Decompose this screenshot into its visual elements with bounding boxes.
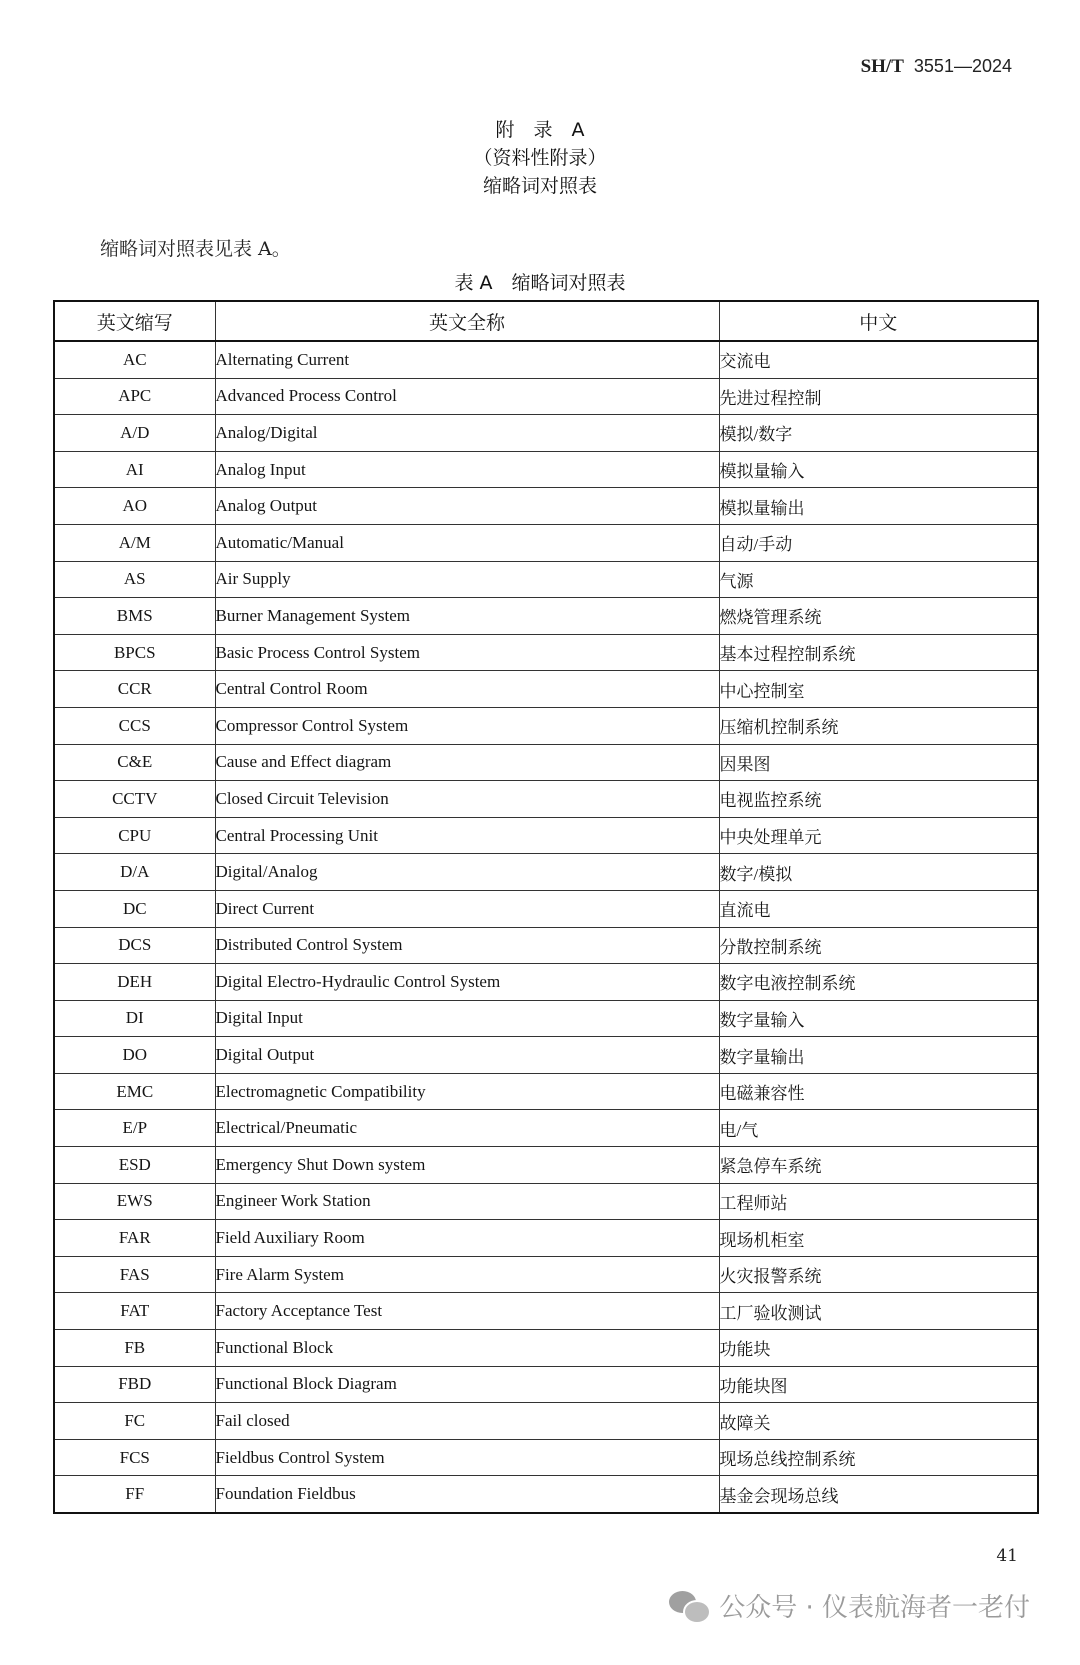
abbreviation-cell: AC <box>54 341 215 378</box>
table-row <box>54 707 1038 744</box>
abbreviation-cell: BMS <box>54 598 215 635</box>
chinese-cell: 现场机柜室 <box>719 1220 1038 1257</box>
abbreviation-cell: E/P <box>54 1110 215 1147</box>
full-name-cell: Central Control Room <box>215 671 719 708</box>
abbreviation-cell: ESD <box>54 1147 215 1184</box>
appendix-name: 缩略词对照表 <box>482 175 597 197</box>
chinese-cell: 模拟/数字 <box>719 415 1038 452</box>
table-row <box>54 634 1038 671</box>
chinese-cell: 故障关 <box>719 1403 1038 1440</box>
table-row <box>54 781 1038 818</box>
chinese-cell: 因果图 <box>719 744 1038 781</box>
abbreviation-cell: DO <box>54 1037 215 1074</box>
table-row <box>54 1256 1038 1293</box>
chinese-cell: 先进过程控制 <box>719 378 1038 415</box>
page-number: 41 <box>996 1546 1018 1566</box>
table-header-row <box>54 301 1038 341</box>
column-header-chinese: 中文 <box>719 301 1038 341</box>
table-row <box>54 451 1038 488</box>
table-row <box>54 1220 1038 1257</box>
table-row <box>54 415 1038 452</box>
full-name-cell: Advanced Process Control <box>215 378 719 415</box>
full-name-cell: Automatic/Manual <box>215 524 719 561</box>
table-row <box>54 524 1038 561</box>
chinese-cell: 交流电 <box>719 341 1038 378</box>
full-name-cell: Functional Block <box>215 1330 719 1367</box>
chinese-cell: 功能块图 <box>719 1366 1038 1403</box>
full-name-cell: Basic Process Control System <box>215 634 719 671</box>
abbreviation-cell: AI <box>54 451 215 488</box>
abbreviation-table <box>53 300 1039 1514</box>
table-row <box>54 1403 1038 1440</box>
table-row <box>54 744 1038 781</box>
chinese-cell: 模拟量输出 <box>719 488 1038 525</box>
chinese-cell: 数字/模拟 <box>719 854 1038 891</box>
table-row <box>54 1000 1038 1037</box>
abbreviation-cell: D/A <box>54 854 215 891</box>
abbreviation-cell: C&E <box>54 744 215 781</box>
full-name-cell: Foundation Fieldbus <box>215 1476 719 1513</box>
table-row <box>54 1037 1038 1074</box>
full-name-cell: Digital Electro-Hydraulic Control System <box>215 964 719 1001</box>
full-name-cell: Analog/Digital <box>215 415 719 452</box>
abbreviation-cell: FB <box>54 1330 215 1367</box>
full-name-cell: Digital Output <box>215 1037 719 1074</box>
chinese-cell: 自动/手动 <box>719 524 1038 561</box>
abbreviation-cell: EMC <box>54 1073 215 1110</box>
chinese-cell: 电视监控系统 <box>719 781 1038 818</box>
full-name-cell: Analog Input <box>215 451 719 488</box>
abbreviation-cell: CCS <box>54 707 215 744</box>
abbreviation-cell: CCR <box>54 671 215 708</box>
full-name-cell: Fire Alarm System <box>215 1256 719 1293</box>
chinese-cell: 中央处理单元 <box>719 817 1038 854</box>
full-name-cell: Functional Block Diagram <box>215 1366 719 1403</box>
chinese-cell: 直流电 <box>719 890 1038 927</box>
table-row <box>54 1476 1038 1513</box>
abbreviation-cell: EWS <box>54 1183 215 1220</box>
chinese-cell: 基本过程控制系统 <box>719 634 1038 671</box>
chinese-cell: 基金会现场总线 <box>719 1476 1038 1513</box>
table-row <box>54 1073 1038 1110</box>
full-name-cell: Engineer Work Station <box>215 1183 719 1220</box>
table-row <box>54 1147 1038 1184</box>
chinese-cell: 燃烧管理系统 <box>719 598 1038 635</box>
chinese-cell: 火灾报警系统 <box>719 1256 1038 1293</box>
standard-code <box>861 56 1012 78</box>
wechat-icon <box>669 1589 709 1623</box>
table-caption: 表 A 缩略词对照表 <box>454 272 626 294</box>
full-name-cell: Digital/Analog <box>215 854 719 891</box>
table-row <box>54 854 1038 891</box>
table-row <box>54 817 1038 854</box>
standard-prefix: SH/T <box>860 56 904 77</box>
table-row <box>54 1293 1038 1330</box>
abbreviation-cell: FC <box>54 1403 215 1440</box>
full-name-cell: Compressor Control System <box>215 707 719 744</box>
table-row <box>54 1439 1038 1476</box>
chinese-cell: 数字量输出 <box>719 1037 1038 1074</box>
full-name-cell: Factory Acceptance Test <box>215 1293 719 1330</box>
chinese-cell: 电磁兼容性 <box>719 1073 1038 1110</box>
table-row <box>54 341 1038 378</box>
abbreviation-cell: FAR <box>54 1220 215 1257</box>
table-row <box>54 1330 1038 1367</box>
abbreviation-cell: FCS <box>54 1439 215 1476</box>
chinese-cell: 数字量输入 <box>719 1000 1038 1037</box>
appendix-heading <box>0 116 1080 200</box>
full-name-cell: Electrical/Pneumatic <box>215 1110 719 1147</box>
abbreviation-cell: DCS <box>54 927 215 964</box>
table-row <box>54 890 1038 927</box>
standard-number: 3551—2024 <box>913 56 1012 76</box>
abbreviation-cell: DC <box>54 890 215 927</box>
table-row <box>54 671 1038 708</box>
table-row <box>54 1110 1038 1147</box>
full-name-cell: Emergency Shut Down system <box>215 1147 719 1184</box>
full-name-cell: Fail closed <box>215 1403 719 1440</box>
table-row <box>54 598 1038 635</box>
table-row <box>54 964 1038 1001</box>
abbreviation-cell: FAS <box>54 1256 215 1293</box>
watermark <box>669 1587 1030 1624</box>
abbreviation-cell: DEH <box>54 964 215 1001</box>
table-row <box>54 488 1038 525</box>
chinese-cell: 电/气 <box>719 1110 1038 1147</box>
full-name-cell: Burner Management System <box>215 598 719 635</box>
abbreviation-cell: DI <box>54 1000 215 1037</box>
chinese-cell: 模拟量输入 <box>719 451 1038 488</box>
chinese-cell: 压缩机控制系统 <box>719 707 1038 744</box>
full-name-cell: Analog Output <box>215 488 719 525</box>
abbreviation-cell: FAT <box>54 1293 215 1330</box>
watermark-text: 公众号 · 仪表航海者一老付 <box>719 1593 1030 1623</box>
appendix-title: 附 录 A <box>495 119 585 141</box>
full-name-cell: Alternating Current <box>215 341 719 378</box>
abbreviation-cell: A/D <box>54 415 215 452</box>
full-name-cell: Cause and Effect diagram <box>215 744 719 781</box>
full-name-cell: Field Auxiliary Room <box>215 1220 719 1257</box>
full-name-cell: Air Supply <box>215 561 719 598</box>
chinese-cell: 现场总线控制系统 <box>719 1439 1038 1476</box>
chinese-cell: 紧急停车系统 <box>719 1147 1038 1184</box>
table-row <box>54 1366 1038 1403</box>
full-name-cell: Electromagnetic Compatibility <box>215 1073 719 1110</box>
abbreviation-cell: CCTV <box>54 781 215 818</box>
intro-text: 缩略词对照表见表 A。 <box>100 238 291 260</box>
chinese-cell: 分散控制系统 <box>719 927 1038 964</box>
full-name-cell: Closed Circuit Television <box>215 781 719 818</box>
full-name-cell: Central Processing Unit <box>215 817 719 854</box>
abbreviation-cell: BPCS <box>54 634 215 671</box>
table-body <box>54 341 1038 1513</box>
chinese-cell: 中心控制室 <box>719 671 1038 708</box>
table-row <box>54 561 1038 598</box>
full-name-cell: Fieldbus Control System <box>215 1439 719 1476</box>
abbreviation-cell: AO <box>54 488 215 525</box>
abbreviation-cell: CPU <box>54 817 215 854</box>
table-row <box>54 927 1038 964</box>
abbreviation-cell: AS <box>54 561 215 598</box>
chinese-cell: 工程师站 <box>719 1183 1038 1220</box>
full-name-cell: Distributed Control System <box>215 927 719 964</box>
abbreviation-cell: APC <box>54 378 215 415</box>
chinese-cell: 气源 <box>719 561 1038 598</box>
abbreviation-cell: FBD <box>54 1366 215 1403</box>
full-name-cell: Direct Current <box>215 890 719 927</box>
table-row <box>54 1183 1038 1220</box>
appendix-type: （资料性附录） <box>473 147 607 169</box>
abbreviation-cell: A/M <box>54 524 215 561</box>
chinese-cell: 工厂验收测试 <box>719 1293 1038 1330</box>
column-header-abbreviation: 英文缩写 <box>54 301 215 341</box>
chinese-cell: 数字电液控制系统 <box>719 964 1038 1001</box>
abbreviation-cell: FF <box>54 1476 215 1513</box>
table-row <box>54 378 1038 415</box>
column-header-full-name: 英文全称 <box>215 301 719 341</box>
chinese-cell: 功能块 <box>719 1330 1038 1367</box>
full-name-cell: Digital Input <box>215 1000 719 1037</box>
